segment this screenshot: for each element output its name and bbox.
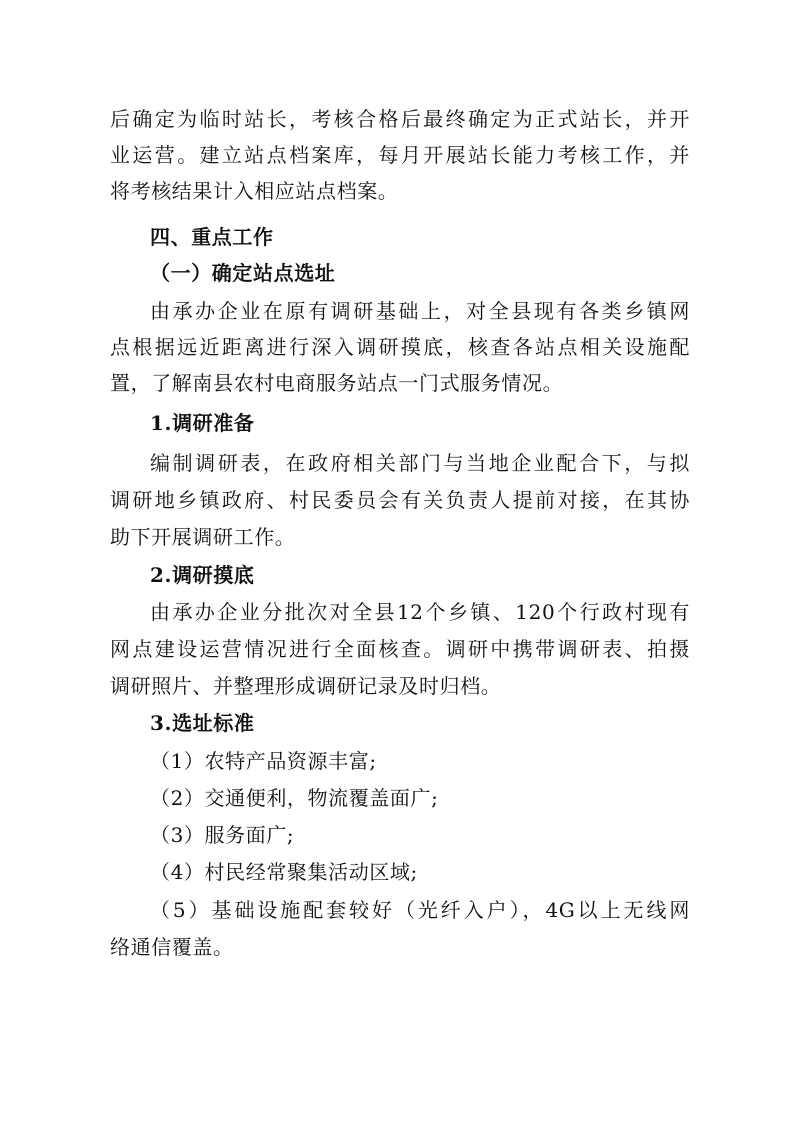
paragraph-line: 将考核结果计入相应站点档案。 [110,179,399,203]
item-heading: 2.调研摸底 [150,563,255,587]
criteria-item: （5）基础设施配套较好（光纤入户），4G以上无线网 [150,898,690,922]
criteria-item: （3）服务面广; [150,823,295,847]
paragraph-line: 由承办企业分批次对全县12个乡镇、120个行政村现有 [150,600,690,624]
paragraph-line: 后确定为临时站长，考核合格后最终确定为正式站长，并开 [110,107,690,131]
paragraph-line: 业运营。建立站点档案库，每月开展站长能力考核工作，并 [110,143,690,167]
criteria-item: （2）交通便利，物流覆盖面广; [150,786,439,810]
criteria-item-continued: 络通信覆盖。 [110,935,234,959]
paragraph-line: 助下开展调研工作。 [110,525,296,549]
paragraph-line: 调研照片、并整理形成调研记录及时归档。 [110,674,502,698]
criteria-item: （4）村民经常聚集活动区域; [150,860,418,884]
paragraph-line: 编制调研表，在政府相关部门与当地企业配合下，与拟 [150,451,690,475]
sub-heading: （一）确定站点选址 [150,261,336,285]
criteria-item: （1）农特产品资源丰富; [150,749,377,773]
paragraph-line: 网点建设运营情况进行全面核查。调研中携带调研表、拍摄 [110,637,690,661]
paragraph-line: 由承办企业在原有调研基础上，对全县现有各类乡镇网 [150,299,690,323]
paragraph-line: 点根据远近距离进行深入调研摸底，核查各站点相关设施配 [110,335,690,359]
item-heading: 1.调研准备 [150,411,255,435]
section-heading: 四、重点工作 [150,225,274,249]
paragraph-line: 调研地乡镇政府、村民委员会有关负责人提前对接，在其协 [110,488,690,512]
paragraph-line: 置，了解南县农村电商服务站点一门式服务情况。 [110,371,564,395]
item-heading: 3.选址标准 [150,711,255,735]
